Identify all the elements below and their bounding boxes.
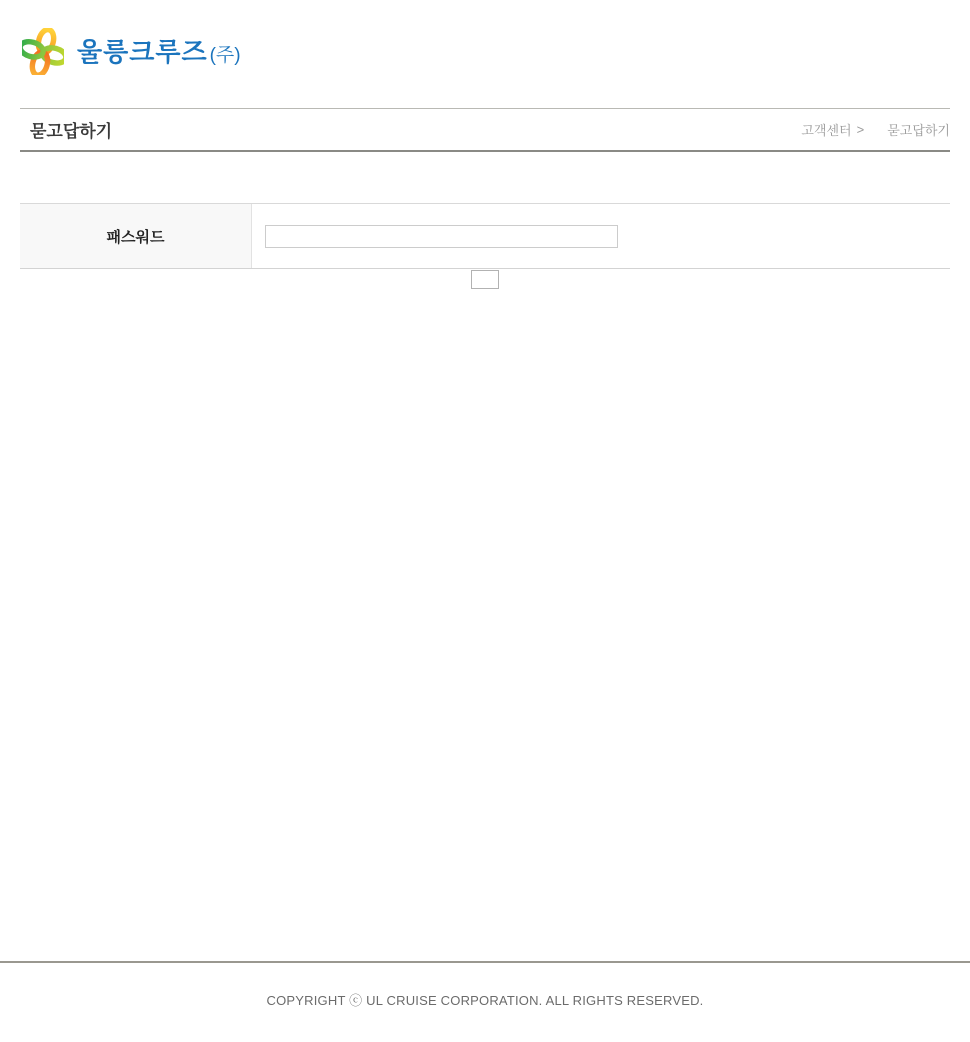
logo-text [77, 36, 241, 67]
logo-company-name: 울릉크루즈 [77, 36, 208, 67]
password-input[interactable] [265, 225, 618, 248]
confirm-button[interactable] [471, 270, 499, 289]
password-form-table [20, 203, 950, 269]
breadcrumb-parent-link[interactable]: 고객센터 [801, 123, 852, 138]
pinwheel-flower-icon [22, 28, 64, 75]
page-container [20, 0, 950, 961]
copyright-text: COPYRIGHT ⓒ UL CRUISE CORPORATION. ALL RIGHTS RESERVED. [266, 993, 704, 1008]
page-title: 묻고답하기 [30, 122, 113, 141]
breadcrumb-separator: > [856, 122, 865, 137]
password-field-cell [252, 204, 950, 268]
logo[interactable] [22, 28, 950, 75]
header [20, 0, 950, 108]
confirm-row [20, 270, 950, 289]
footer [0, 961, 970, 1042]
password-label: 패스워드 [20, 204, 252, 268]
breadcrumb [801, 120, 950, 139]
main-content [20, 203, 950, 961]
breadcrumb-current: 묻고답하기 [887, 123, 950, 138]
page-title-bar [20, 108, 950, 152]
logo-company-suffix: (주) [209, 44, 241, 66]
